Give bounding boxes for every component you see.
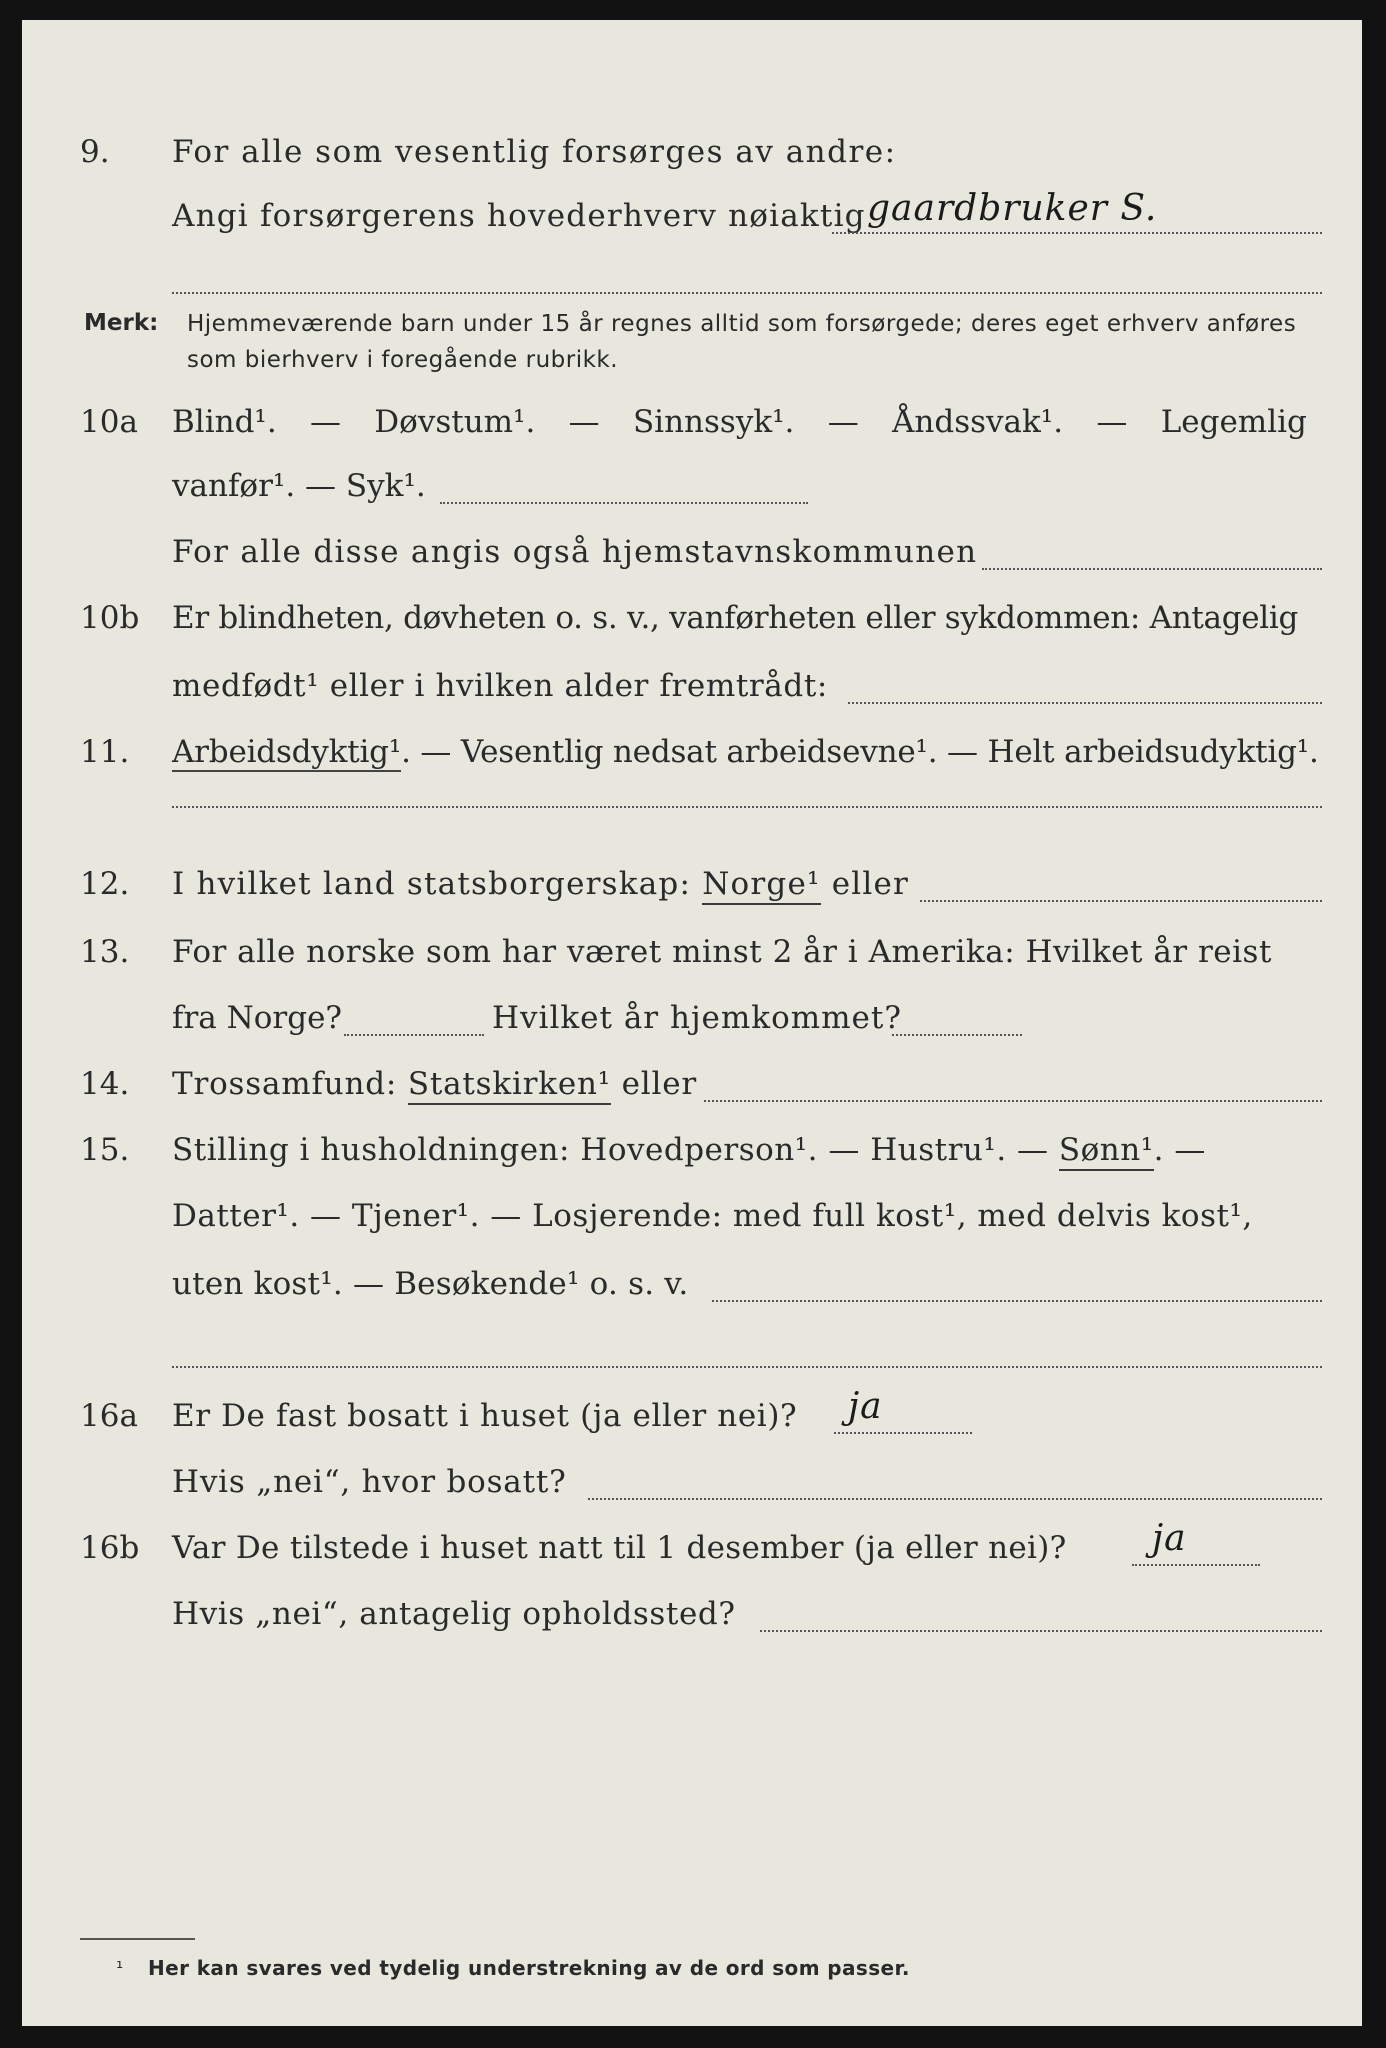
q12-answer-norge: Norge¹ bbox=[702, 866, 820, 905]
q14-text: Trossamfund: bbox=[172, 1066, 398, 1102]
footnote-rule bbox=[80, 1938, 195, 1940]
q10a-word: — bbox=[310, 404, 341, 440]
q10a-text-2: vanfør¹. — Syk¹. bbox=[172, 468, 426, 504]
q9-text-2: Angi forsørgerens hovederhverv nøiaktig bbox=[172, 198, 866, 234]
q14-answer-statskirken: Statskirken¹ bbox=[408, 1066, 611, 1105]
q11-selected-option: Arbeidsdyktig¹ bbox=[172, 734, 402, 770]
q16a-text-1: Er De fast bosatt i huset (ja eller nei)? bbox=[172, 1398, 798, 1434]
q13-text-2b: Hvilket år hjemkommet? bbox=[492, 1000, 902, 1036]
q13-text-1: For alle norske som har været minst 2 år i Amerika: Hvilket år reist bbox=[172, 934, 1272, 970]
q10b-number: 10b bbox=[80, 600, 140, 636]
q16b-number: 16b bbox=[80, 1530, 140, 1566]
q10a-word: Sinnssyk¹. bbox=[632, 404, 795, 440]
q16a-text-2: Hvis „nei“, hvor bosatt? bbox=[172, 1464, 567, 1500]
q9-handwritten-answer: gaardbruker S. bbox=[867, 188, 1158, 229]
q16a-number: 16a bbox=[80, 1398, 138, 1434]
q10a-word: Blind¹. bbox=[172, 404, 277, 440]
census-form-page bbox=[22, 20, 1362, 2026]
q15-answer-sonn: Sønn¹ bbox=[1059, 1132, 1154, 1171]
q12-tail: eller bbox=[831, 866, 910, 902]
q10a-word: — bbox=[827, 404, 859, 440]
q14-answer-line bbox=[704, 1100, 1322, 1102]
q11-remaining-options: . — Vesentlig nedsat arbeidsevne¹. — Helt arbeidsudyktig¹. bbox=[401, 734, 1319, 770]
q10a-options bbox=[172, 402, 1307, 442]
q10a-answer-line bbox=[440, 502, 808, 504]
q10a-number: 10a bbox=[80, 404, 138, 440]
footnote-mark: ¹ bbox=[116, 1958, 124, 1979]
q12-answer-line bbox=[920, 900, 1322, 902]
q10b-text-1: Er blindheten, døvheten o. s. v., vanførheten eller sykdommen: Antagelig bbox=[172, 600, 1299, 636]
q15-text-2: Datter¹. — Tjener¹. — Losjerende: med full kost¹, med delvis kost¹, bbox=[172, 1198, 1253, 1234]
q16b-opholdssted-line bbox=[760, 1630, 1322, 1632]
merk-label: Merk: bbox=[84, 310, 159, 336]
footnote-text: Her kan svares ved tydelig understrekning av de ord som passer. bbox=[148, 1956, 910, 1980]
q10a-text-3: For alle disse angis også hjemstavnskommunen bbox=[172, 534, 978, 570]
q16a-answer-line bbox=[834, 1432, 972, 1434]
q15-text-1b: . — bbox=[1153, 1132, 1206, 1168]
q10a-word: Døvstum¹. bbox=[374, 404, 536, 440]
q10b-answer-line bbox=[848, 702, 1322, 704]
q10a-word: — bbox=[1096, 404, 1128, 440]
q9-text-1: For alle som vesentlig forsørges av andre: bbox=[172, 134, 897, 170]
q13-number: 13. bbox=[80, 934, 130, 970]
q12-number: 12. bbox=[80, 866, 130, 902]
q13-text-2a: fra Norge? bbox=[172, 1000, 343, 1036]
q13-year-left-line bbox=[344, 1034, 484, 1036]
q16b-answer-line bbox=[1132, 1564, 1260, 1566]
q16b-handwritten-answer: ja bbox=[1152, 1518, 1187, 1559]
q10a-word: Legemlig bbox=[1160, 404, 1307, 440]
merk-text: Hjemmeværende barn under 15 år regnes alltid som forsørgede; deres eget erhverv anføres som bierhverv i foregående rubrikk. bbox=[187, 311, 1297, 373]
q11-number: 11. bbox=[80, 734, 130, 770]
q15-extra-line bbox=[172, 1366, 1322, 1368]
q15-text-1a: Stilling i husholdningen: Hovedperson¹. — Hustru¹. — bbox=[172, 1132, 1049, 1168]
q9-answer-line bbox=[832, 232, 1322, 234]
q11-extra-line bbox=[172, 806, 1322, 808]
q9-number: 9. bbox=[80, 134, 110, 170]
q14-number: 14. bbox=[80, 1066, 130, 1102]
q10a-word: Åndssvak¹. bbox=[892, 404, 1064, 440]
q16b-text-2: Hvis „nei“, antagelig opholdssted? bbox=[172, 1596, 736, 1632]
q10a-word: — bbox=[568, 404, 600, 440]
q9-extra-line bbox=[172, 292, 1322, 294]
q12-text: I hvilket land statsborgerskap: bbox=[172, 866, 692, 902]
q16a-handwritten-answer: ja bbox=[848, 1386, 883, 1427]
q16a-bosatt-line bbox=[588, 1498, 1322, 1500]
q14-tail: eller bbox=[621, 1066, 697, 1102]
q13-year-return-line bbox=[892, 1034, 1022, 1036]
q10b-text-2: medfødt¹ eller i hvilken alder fremtrådt: bbox=[172, 668, 828, 704]
q16b-text-1: Var De tilstede i huset natt til 1 desember (ja eller nei)? bbox=[172, 1530, 1067, 1566]
q10a-hjemstavn-line bbox=[982, 568, 1322, 570]
q15-answer-line bbox=[712, 1300, 1322, 1302]
q15-number: 15. bbox=[80, 1132, 130, 1168]
q15-text-3: uten kost¹. — Besøkende¹ o. s. v. bbox=[172, 1266, 689, 1302]
